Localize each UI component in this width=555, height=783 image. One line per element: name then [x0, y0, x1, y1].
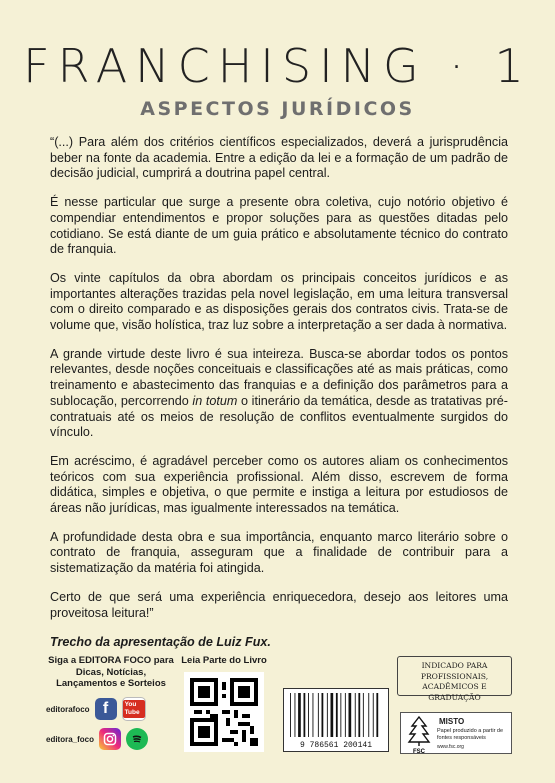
social-row-1: [46, 697, 146, 721]
instagram-icon[interactable]: [99, 728, 121, 750]
barcode-bar: [331, 693, 334, 737]
barcode-bar: [298, 693, 301, 737]
fsc-logo-text: FSC: [413, 749, 425, 754]
paragraph-1: “(...) Para além dos critérios científicos especializados, deverá a jurisprudência beber na fonte da academia. Entre a edição da lei e a formação de um padrão de decisão judicial, cumprirá a doutrina papel central.: [50, 135, 508, 181]
book-title: FRANCHISING · 1: [23, 39, 532, 93]
barcode-bar: [336, 693, 338, 737]
barcode-bar: [327, 693, 328, 737]
barcode-bar: [340, 693, 341, 737]
follow-text: Siga a EDITORA FOCO para Dicas, Notícias, Lançamentos e Sorteios: [48, 655, 174, 689]
barcode-bar: [318, 693, 319, 737]
social-row-2: [46, 728, 148, 750]
barcode-bar: [345, 693, 346, 737]
qr-code[interactable]: [184, 672, 264, 752]
barcode-bar: [368, 693, 369, 737]
isbn-barcode: [283, 688, 389, 752]
book-subtitle: ASPECTOS JURÍDICOS: [140, 98, 415, 120]
presentation-text: [50, 135, 508, 664]
handle-label-2: editora_foco: [46, 734, 95, 744]
paragraph-6: A profundidade desta obra e sua importância, enquanto marco literário sobre o contrato de franquia, asseguram que a finalidade de contribuir para a sistematização da matéria foi atingida.: [50, 529, 508, 576]
qr-section: [178, 655, 270, 752]
barcode-bar: [304, 693, 306, 737]
barcode-bar: [308, 693, 309, 737]
paragraph-7: Certo de que será uma experiência enriquecedora, desejo aos leitores uma proveitosa leitura!”: [50, 589, 508, 620]
youtube-icon[interactable]: You Tube: [122, 697, 146, 721]
barcode-bar: [295, 693, 296, 737]
fsc-code: www.fsc.org: [437, 744, 464, 750]
paragraph-3: Os vinte capítulos da obra abordam os principais conceitos jurídicos e as importantes alterações trazidas pela novel legislação, em uma leitura transversal com o direito comparado e as disposições gerais dos contratos civis. Trata-se de volume que, visão holística, traz luz sobre a interpretação a ser dada à normativa.: [50, 270, 508, 333]
audience-box: INDICADO PARA PROFISSIONAIS, ACADÊMICOS E GRADUAÇÃO: [397, 656, 512, 696]
fsc-label: [400, 712, 512, 754]
fsc-tree-icon: [404, 714, 434, 754]
handle-label-1: editorafoco: [46, 704, 90, 714]
signature: Trecho da apresentação de Luiz Fux.: [50, 635, 271, 650]
barcode-bar: [313, 693, 314, 737]
barcode-bar: [322, 693, 324, 737]
paragraph-4: A grande virtude deste livro é sua inteireza. Busca-se abordar todos os pontos relevantes, desde noções conceituais e classificações até as mais práticas, como treinamento e abastecimento das franquias e a definição dos parâmetros para a sublocação, percorrendo in totum o itinerário da temática, desde as tratativas pré-contratuais até os meios de resolução de conflitos eventualmente surgidos do vínculo.: [50, 346, 508, 440]
isbn-number: 9 786561 200141: [299, 741, 373, 750]
fsc-text: Papel produzido a partir de fontes responsáveis: [437, 728, 504, 741]
barcode-bar: [355, 693, 356, 737]
barcode-bar: [363, 693, 364, 737]
qr-label: Leia Parte do Livro: [181, 655, 267, 666]
facebook-icon[interactable]: f: [95, 698, 117, 720]
barcode-bar: [349, 693, 352, 737]
barcode-bar: [358, 693, 360, 737]
paragraph-5: Em acréscimo, é agradável perceber como os autores aliam os conhecimentos teóricos com sua experiência profissional. Além disso, escrevem de forma didática, simples e objetiva, o que permite e instiga a leitura por estudiosos de áreas não jurídicas, mas igualmente interessados na temática.: [50, 453, 508, 516]
barcode-bars: [284, 689, 388, 751]
latin-term: in totum: [192, 393, 238, 408]
barcode-bar: [376, 693, 378, 737]
paragraph-2: É nesse particular que surge a presente obra coletiva, cujo notório objetivo é compendiar entendimentos e propor soluções para as questões ditadas pelo cotidiano. Se está diante de um guia prático e absolutamente técnico do contrato de franquia.: [50, 195, 508, 257]
fsc-title: MISTO: [439, 717, 465, 726]
barcode-bar: [373, 693, 374, 737]
spotify-icon[interactable]: [126, 728, 148, 750]
barcode-bar: [290, 693, 291, 737]
